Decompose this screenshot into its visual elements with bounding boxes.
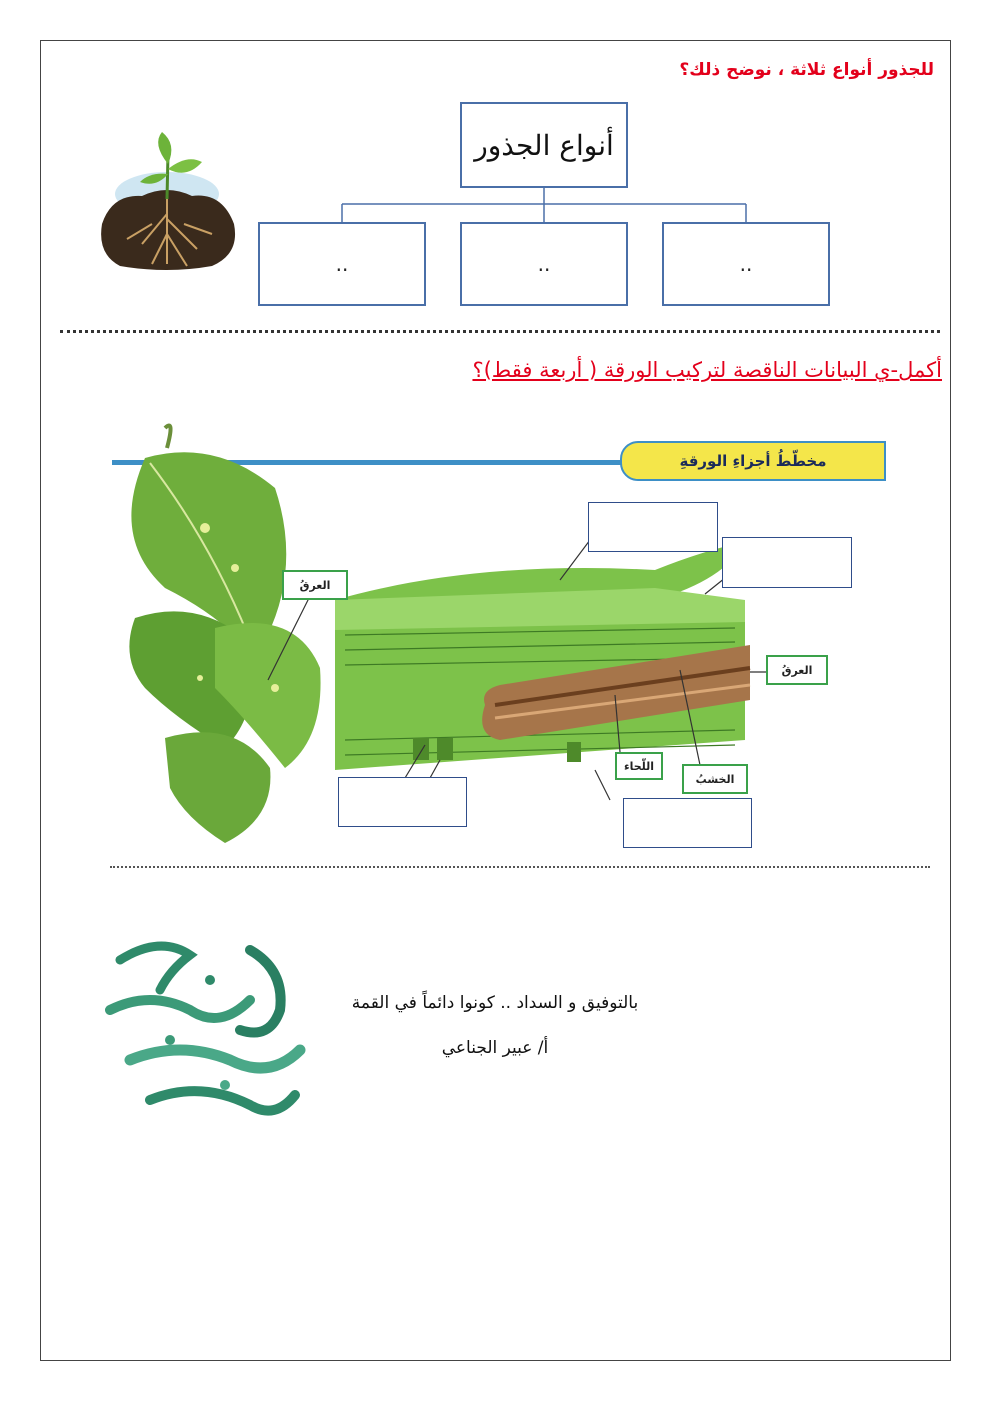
label-phloem: اللّحاء (615, 752, 663, 780)
label-vein-left: العرقُ (282, 570, 348, 600)
footer-good-luck: بالتوفيق و السداد .. كونوا دائماً في القمة (351, 993, 639, 1013)
calligraphy-logo (100, 930, 310, 1130)
leaf-parts-banner: مخطّطُ أجزاءِ الورقةِ (620, 441, 886, 481)
leaf-answer-box-cuticle[interactable] (722, 537, 852, 588)
footer-teacher-name: أ/ عبير الجناعي (441, 1038, 549, 1058)
question-2-text: أكمل-ي البيانات الناقصة لتركيب الورقة ( أربعة فقط)؟ (472, 358, 942, 382)
root-type-answer-box-1[interactable]: .. (662, 222, 830, 306)
root-type-answer-box-2[interactable]: .. (460, 222, 628, 306)
dotted-divider-2 (110, 866, 930, 868)
leaf-answer-box-lower-epidermis[interactable] (623, 798, 752, 848)
root-type-answer-box-3[interactable]: .. (258, 222, 426, 306)
root-types-title-box: أنواع الجذور (460, 102, 628, 188)
label-vein-right: العرقُ (766, 655, 828, 685)
leaf-answer-box-stomata[interactable] (338, 777, 467, 827)
label-xylem: الخشبُ (682, 764, 748, 794)
leaf-answer-box-upper-epidermis[interactable] (588, 502, 718, 552)
question-1-text: للجذور أنواع ثلاثة ، نوضح ذلك؟ (679, 60, 934, 80)
